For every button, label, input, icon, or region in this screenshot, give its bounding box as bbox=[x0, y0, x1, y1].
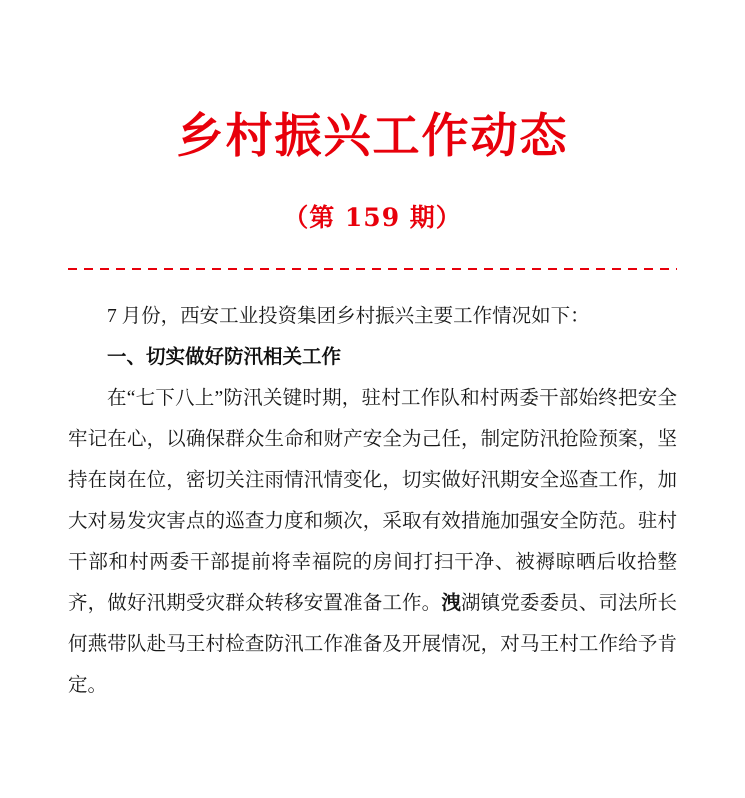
paragraph-text-after: 湖镇党委委员、司法所长何燕带队赴马王村检查防汛工作准备及开展情况，对马王村工作给予肯定。 bbox=[68, 593, 677, 697]
document-issue-number: （第 159 期） bbox=[283, 203, 462, 233]
dashed-red-rule bbox=[68, 268, 677, 270]
section-1-paragraph bbox=[68, 378, 677, 706]
document-body bbox=[68, 296, 677, 706]
intro-paragraph: 7 月份，西安工业投资集团乡村振兴主要工作情况如下： bbox=[107, 306, 590, 328]
document-title: 乡村振兴工作动态 bbox=[176, 109, 569, 164]
section-heading-1: 一、切实做好防汛相关工作 bbox=[107, 347, 342, 369]
paragraph-emphasis: 洩 bbox=[441, 593, 461, 615]
paragraph-text-before: 在“七下八上”防汛关键时期，驻村工作队和村两委干部始终把安全牢记在心，以确保群众生命和财产安全为己任，制定防汛抢险预案，坚持在岗在位，密切关注雨情汛情变化，切实做好汛期安全巡查工作，加大对易发灾害点的巡查力度和频次，采取有效措施加强安全防范。驻村干部和村两委干部提前将幸福院的房间打扫干净、被褥晾晒后收拾整齐，做好汛期受灾群众转移安置准备工作。 bbox=[68, 388, 677, 615]
